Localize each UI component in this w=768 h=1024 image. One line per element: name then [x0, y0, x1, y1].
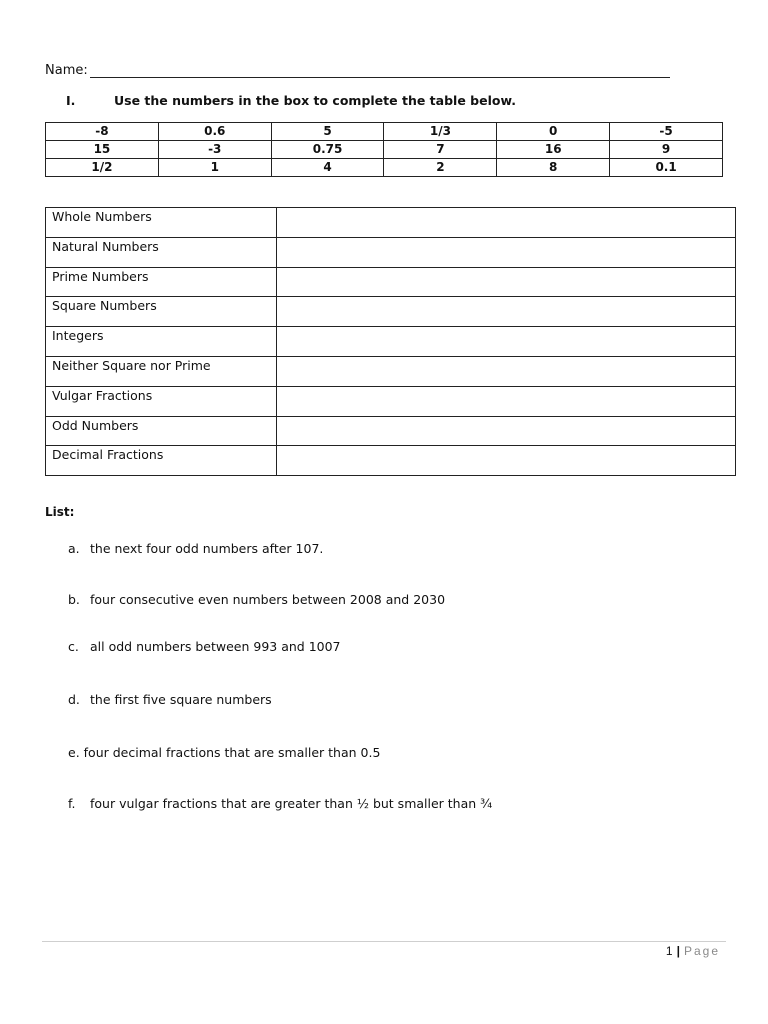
category-label: Integers	[46, 327, 277, 357]
number-cell: 1	[158, 159, 271, 177]
number-box-row	[46, 159, 723, 177]
page-number: 1	[665, 944, 673, 958]
category-label: Neither Square nor Prime	[46, 356, 277, 386]
number-cell: -3	[158, 141, 271, 159]
number-cell: 9	[610, 141, 723, 159]
list-item-e	[68, 745, 380, 760]
list-item-f	[68, 796, 492, 811]
list-item-text: the first five square numbers	[90, 692, 272, 707]
page-label: Page	[683, 944, 720, 958]
name-field	[45, 63, 670, 78]
section-1-number: I.	[66, 93, 76, 108]
list-item-b	[68, 592, 445, 607]
number-cell: -8	[46, 123, 159, 141]
list-marker: b.	[68, 592, 80, 607]
list-item-text: all odd numbers between 993 and 1007	[90, 639, 341, 654]
name-blank-line	[90, 65, 670, 78]
category-label: Odd Numbers	[46, 416, 277, 446]
answer-cell[interactable]	[277, 297, 736, 327]
category-label: Vulgar Fractions	[46, 386, 277, 416]
number-cell: 2	[384, 159, 497, 177]
answer-cell[interactable]	[277, 416, 736, 446]
list-item-d	[68, 692, 272, 707]
number-cell: 7	[384, 141, 497, 159]
footer-divider	[42, 941, 726, 942]
number-box	[45, 122, 723, 177]
number-cell: 0.75	[271, 141, 384, 159]
list-marker: f.	[68, 796, 76, 811]
number-cell: 15	[46, 141, 159, 159]
list-item-text: four vulgar fractions that are greater than ½ but smaller than ¾	[90, 796, 493, 811]
number-cell: 16	[497, 141, 610, 159]
footer-separator: |	[676, 944, 680, 958]
answer-cell[interactable]	[277, 208, 736, 238]
category-label: Natural Numbers	[46, 237, 277, 267]
number-cell: 4	[271, 159, 384, 177]
number-cell: 8	[497, 159, 610, 177]
answer-cell[interactable]	[277, 267, 736, 297]
category-row	[46, 356, 736, 386]
number-cell: 1/3	[384, 123, 497, 141]
category-row	[46, 327, 736, 357]
category-label: Prime Numbers	[46, 267, 277, 297]
number-cell: 0	[497, 123, 610, 141]
number-cell: 5	[271, 123, 384, 141]
category-row	[46, 297, 736, 327]
category-row	[46, 416, 736, 446]
answer-cell[interactable]	[277, 327, 736, 357]
number-box-row	[46, 123, 723, 141]
answer-cell[interactable]	[277, 237, 736, 267]
answer-cell[interactable]	[277, 446, 736, 476]
list-item-a	[68, 541, 323, 556]
name-label: Name:	[45, 63, 88, 78]
number-box-row	[46, 141, 723, 159]
list-item-text: the next four odd numbers after 107.	[90, 541, 324, 556]
list-marker: d.	[68, 692, 80, 707]
number-cell: 0.6	[158, 123, 271, 141]
number-cell: -5	[610, 123, 723, 141]
answer-cell[interactable]	[277, 356, 736, 386]
category-label: Whole Numbers	[46, 208, 277, 238]
section-1-instruction	[66, 93, 516, 108]
category-row	[46, 267, 736, 297]
answer-cell[interactable]	[277, 386, 736, 416]
classification-table	[45, 207, 736, 476]
list-heading: List:	[45, 505, 75, 519]
list-item-text: four decimal fractions that are smaller than 0.5	[83, 745, 381, 760]
list-marker: c.	[68, 639, 79, 654]
list-item-text: four consecutive even numbers between 2008 and 2030	[90, 592, 446, 607]
page-footer	[666, 944, 720, 958]
list-item-c	[68, 639, 341, 654]
category-row	[46, 237, 736, 267]
category-row	[46, 386, 736, 416]
number-cell: 0.1	[610, 159, 723, 177]
number-cell: 1/2	[46, 159, 159, 177]
category-row	[46, 446, 736, 476]
list-marker: a.	[68, 541, 80, 556]
category-label: Decimal Fractions	[46, 446, 277, 476]
category-row	[46, 208, 736, 238]
list-marker: e.	[68, 745, 80, 760]
instruction-text: Use the numbers in the box to complete the table below.	[114, 93, 516, 108]
category-label: Square Numbers	[46, 297, 277, 327]
